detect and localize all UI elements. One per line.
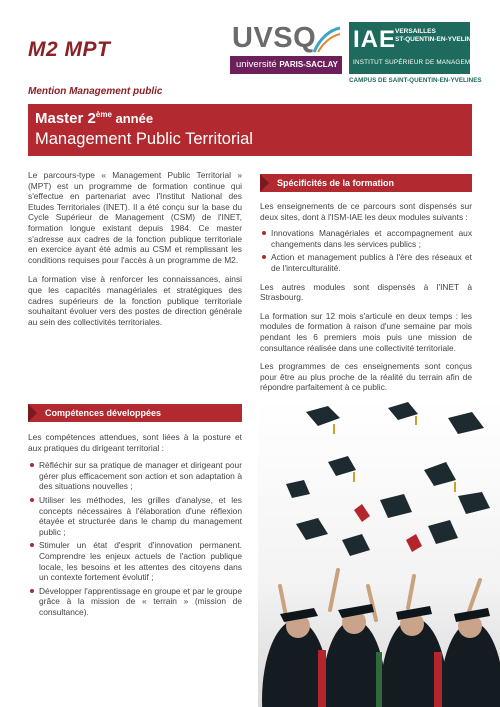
list-item: Utiliser les méthodes, les grilles d'analyse, et les concepts nécessaires à l'élaboration d'une réflexion étayée et structurée dans le champ du management public ; — [28, 495, 242, 537]
intro-paragraph-1: Le parcours-type « Management Public Territorial » (MPT) est un programme de formation continue qui s'effectue en partenariat avec l'Institut National des Etudes Territoriales (INET). Il a été conçu sur la base du Cycle Supérieur de Management (CSM) de l'INET, formation longue existant depuis 1984. Ce master s'adresse aux cadres de la fonction publique territoriale en exercice ayant été admis au CSM et remplissant les conditions requises pour l'accès à un programme de M2. — [28, 170, 242, 265]
banner-annee: année — [111, 111, 154, 126]
heading-triangle-icon — [260, 174, 269, 192]
uvsq-band-suffix: PARIS-SACLAY — [279, 60, 338, 69]
graduation-caps-photo — [258, 400, 500, 707]
heading-triangle-icon — [28, 404, 37, 422]
uvsq-logo-text: UVSQ — [232, 22, 317, 54]
competences-heading-label: Compétences développées — [45, 408, 162, 418]
specificites-heading — [260, 174, 472, 192]
mention-label: Mention Management public — [28, 86, 163, 97]
list-item: Action et management publics à l'ère des réseaux et de l'interculturalité. — [260, 252, 472, 273]
banner-master: Master 2 — [35, 110, 96, 127]
specificites-paragraph-2: Les autres modules sont dispensés à l'INET à Strasbourg. — [260, 281, 472, 303]
list-item: Innovations Managériales et accompagnement aux changements dans les services publics ; — [260, 228, 472, 249]
iae-campus-label: CAMPUS DE SAINT-QUENTIN-EN-YVELINES — [349, 77, 482, 84]
specificites-paragraph-1: Les enseignements de ce parcours sont dispensés sur deux sites, dont à l'ISM-IAE les deux modules suivants : — [260, 201, 472, 222]
specificites-list — [260, 228, 472, 273]
uvsq-swoosh-icon — [312, 26, 342, 54]
iae-logo-line2: ST-QUENTIN-EN-YVELINES — [395, 36, 480, 43]
iae-logo-mark: IAE — [353, 26, 397, 53]
intro-column — [28, 170, 242, 336]
banner-degree — [35, 110, 153, 127]
list-item: Réfléchir sur sa pratique de manager et dirigeant pour gérer plus efficacement son action et son adaptation à des situations nouvelles ; — [28, 460, 242, 492]
iae-logo-line1: VERSAILLES — [395, 28, 436, 35]
uvsq-band-prefix: université — [236, 59, 277, 70]
competences-list — [28, 460, 242, 617]
list-item: Développer l'apprentissage en groupe et par le groupe grâce à la mission de « terrain » (mission de consultance). — [28, 586, 242, 618]
competences-section — [28, 432, 242, 621]
banner-superscript: ème — [95, 110, 112, 119]
program-short-title: M2 MPT — [28, 38, 111, 61]
specificites-paragraph-3: La formation sur 12 mois s'articule en deux temps : les modules de formation à raison d'une semaine par mois pendant les 6 premiers mois puis une mission de consultance réalisée dans une collectivité territoriale. — [260, 310, 472, 353]
intro-paragraph-2: La formation vise à renforcer les connaissances, ainsi que les capacités managériales et stratégiques des cadres supérieurs de la fonction publique territoriale souhaitant évoluer vers des postes de direction générale au sein des collectivités territoriales. — [28, 274, 242, 327]
page-title: Management Public Territorial — [35, 130, 253, 148]
uvsq-logo — [230, 22, 342, 78]
title-banner — [28, 104, 472, 156]
specificites-paragraph-4: Les programmes de ces enseignements sont conçus pour être au plus proche de la réalité du terrain afin de répondre parfaitement à ce public. — [260, 361, 472, 393]
specificites-heading-label: Spécificités de la formation — [277, 178, 395, 188]
competences-intro: Les compétences attendues, sont liées à la posture et aux pratiques du dirigeant territorial : — [28, 432, 242, 453]
iae-logo-line3: INSTITUT SUPÉRIEUR DE MANAGEMENT — [353, 59, 484, 66]
iae-logo — [349, 22, 484, 74]
uvsq-band — [230, 56, 342, 74]
competences-heading — [28, 404, 242, 422]
list-item: Stimuler un état d'esprit d'innovation permanent. Comprendre les enjeux actuels de l'action publique locale, les besoins et les attentes des citoyens dans un contexte fortement évolutif ; — [28, 540, 242, 582]
specificites-section — [260, 201, 472, 401]
